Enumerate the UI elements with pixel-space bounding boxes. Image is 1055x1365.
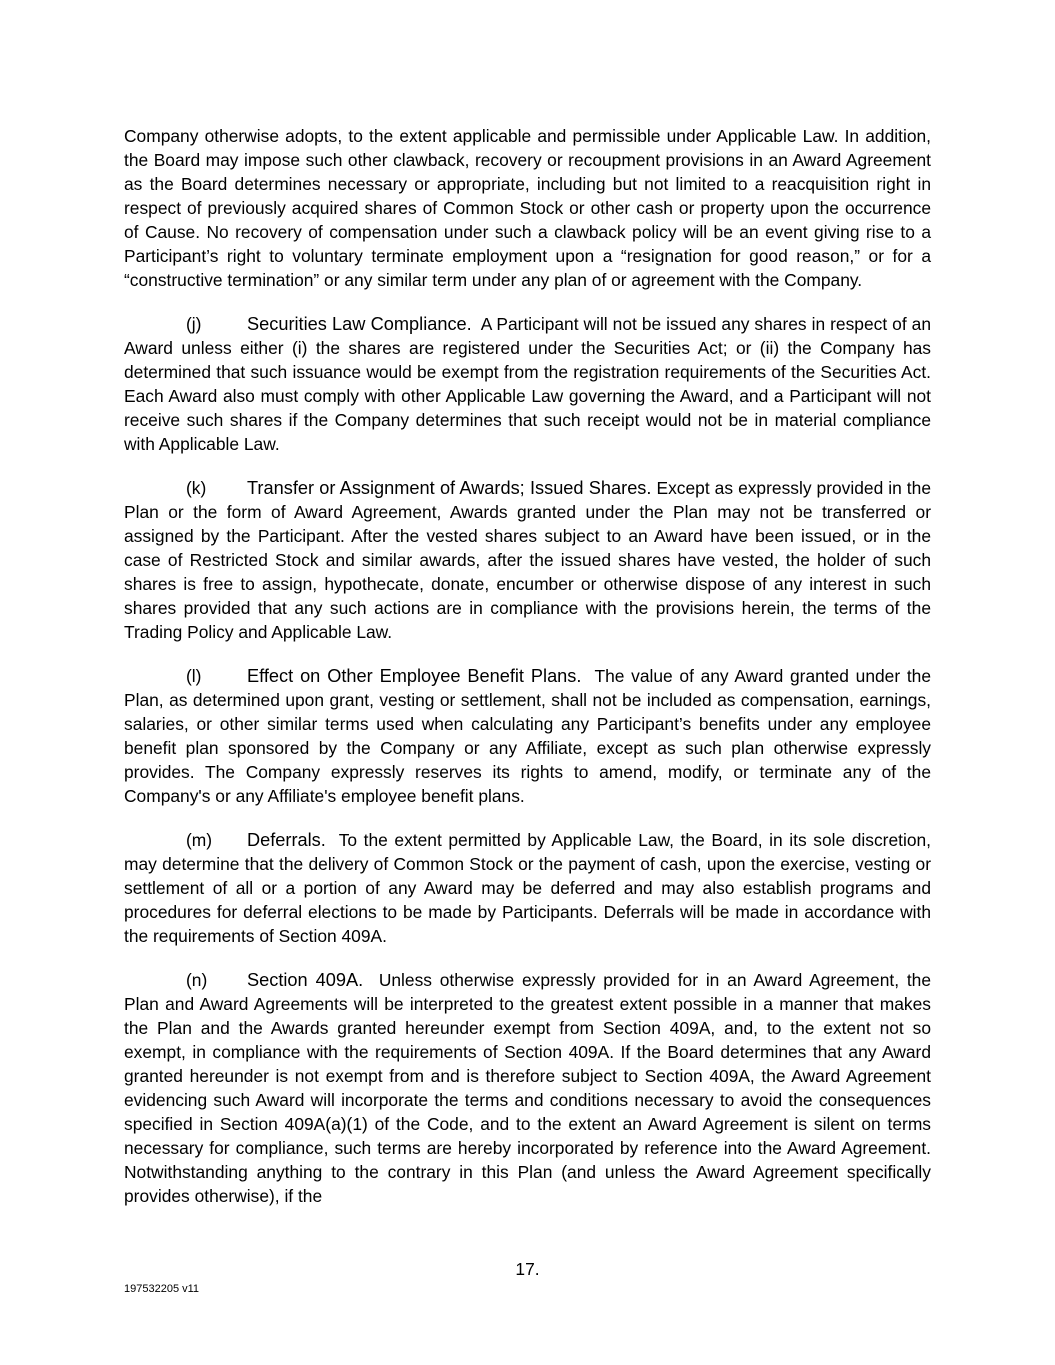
paragraph-text: Except as expressly provided in the Plan or the form of Award Agreement, Awards granted under the Plan may not be transferred or assigned by the Participant. After the vested shares subject to an Award have been issued, or in the case of Restricted Stock and similar awards, after the issued shares have vested, the holder of such shares is free to assign, hypothecate, donate, encumber or otherwise dispose of any interest in such shares provided that any such actions are in compliance with the provisions herein, the terms of the Trading Policy and Applicable Law. <box>124 478 931 642</box>
section-heading: Effect on Other Employee Benefit Plans. <box>247 666 582 686</box>
section-heading: Securities Law Compliance. <box>247 314 472 334</box>
document-id-footer: 197532205 v11 <box>124 1283 200 1295</box>
section-number: (k) <box>186 478 207 498</box>
page-number: 17. <box>515 1259 540 1279</box>
paragraph-effect-on-benefit-plans <box>124 664 931 808</box>
paragraph-transfer-assignment <box>124 476 931 644</box>
section-number: (n) <box>186 970 208 990</box>
section-heading: Transfer or Assignment of Awards; Issued Shares. <box>247 478 652 498</box>
paragraph-text: Unless otherwise expressly provided for in an Award Agreement, the Plan and Award Agreements will be interpreted to the greatest extent possible in a manner that makes the Plan and the Awards granted hereunder exempt from Section 409A, and, to the extent not so exempt, in compliance with the requirements of Section 409A. If the Board determines that any Award granted hereunder is not exempt from and is therefore subject to Section 409A, the Award Agreement evidencing such Award will incorporate the terms and conditions necessary to avoid the consequences specified in Section 409A(a)(1) of the Code, and to the extent an Award Agreement is silent on terms necessary for compliance, such terms are hereby incorporated by reference into the Award Agreement. Notwithstanding anything to the contrary in this Plan (and unless the Award Agreement specifically provides otherwise), if the <box>124 970 932 1206</box>
paragraph-section-409a <box>124 968 931 1208</box>
paragraph-clawback-continuation <box>124 124 931 292</box>
paragraph-text: A Participant will not be issued any shares in respect of an Award unless either (i) the shares are registered under the Securities Act; or (ii) the Company has determined that such issuance would be exempt from the registration requirements of the Securities Act. Each Award also must comply with other Applicable Law governing the Award, and a Participant will not receive such shares if the Company determines that such receipt would not be in material compliance with Applicable Law. <box>124 314 931 454</box>
section-heading: Section 409A. <box>247 970 364 990</box>
document-body <box>124 124 931 1228</box>
section-number: (j) <box>186 314 202 334</box>
section-number: (m) <box>186 830 213 850</box>
section-heading: Deferrals. <box>247 830 326 850</box>
paragraph-text: Company otherwise adopts, to the extent applicable and permissible under Applicable Law. In addition, the Board may impose such other clawback, recovery or recoupment provisions in an Award Agreement as the Board determines necessary or appropriate, including but not limited to a reacquisition right in respect of previously acquired shares of Common Stock or other cash or property upon the occurrence of Cause. No recovery of compensation under such a clawback policy will be an event giving rise to a Participant’s right to voluntary terminate employment upon a “resignation for good reason,” or for a “constructive termination” or any similar term under any plan of or agreement with the Company. <box>124 126 931 290</box>
paragraph-deferrals <box>124 828 931 948</box>
paragraph-text: To the extent permitted by Applicable Law, the Board, in its sole discretion, may determine that the delivery of Common Stock or the payment of cash, upon the exercise, vesting or settlement of all or a portion of any Award may be deferred and may also establish programs and procedures for deferral elections to be made by Participants. Deferrals will be made in accordance with the requirements of Section 409A. <box>124 830 931 946</box>
section-number: (l) <box>186 666 202 686</box>
paragraph-text: The value of any Award granted under the Plan, as determined upon grant, vesting or settlement, shall not be included as compensation, earnings, salaries, or other similar terms used when calculating any Participant’s benefits under any employee benefit plan sponsored by the Company or any Affiliate, except as such plan otherwise expressly provides. The Company expressly reserves its rights to amend, modify, or terminate any of the Company's or any Affiliate's employee benefit plans. <box>124 666 931 806</box>
paragraph-securities-law-compliance <box>124 312 931 456</box>
